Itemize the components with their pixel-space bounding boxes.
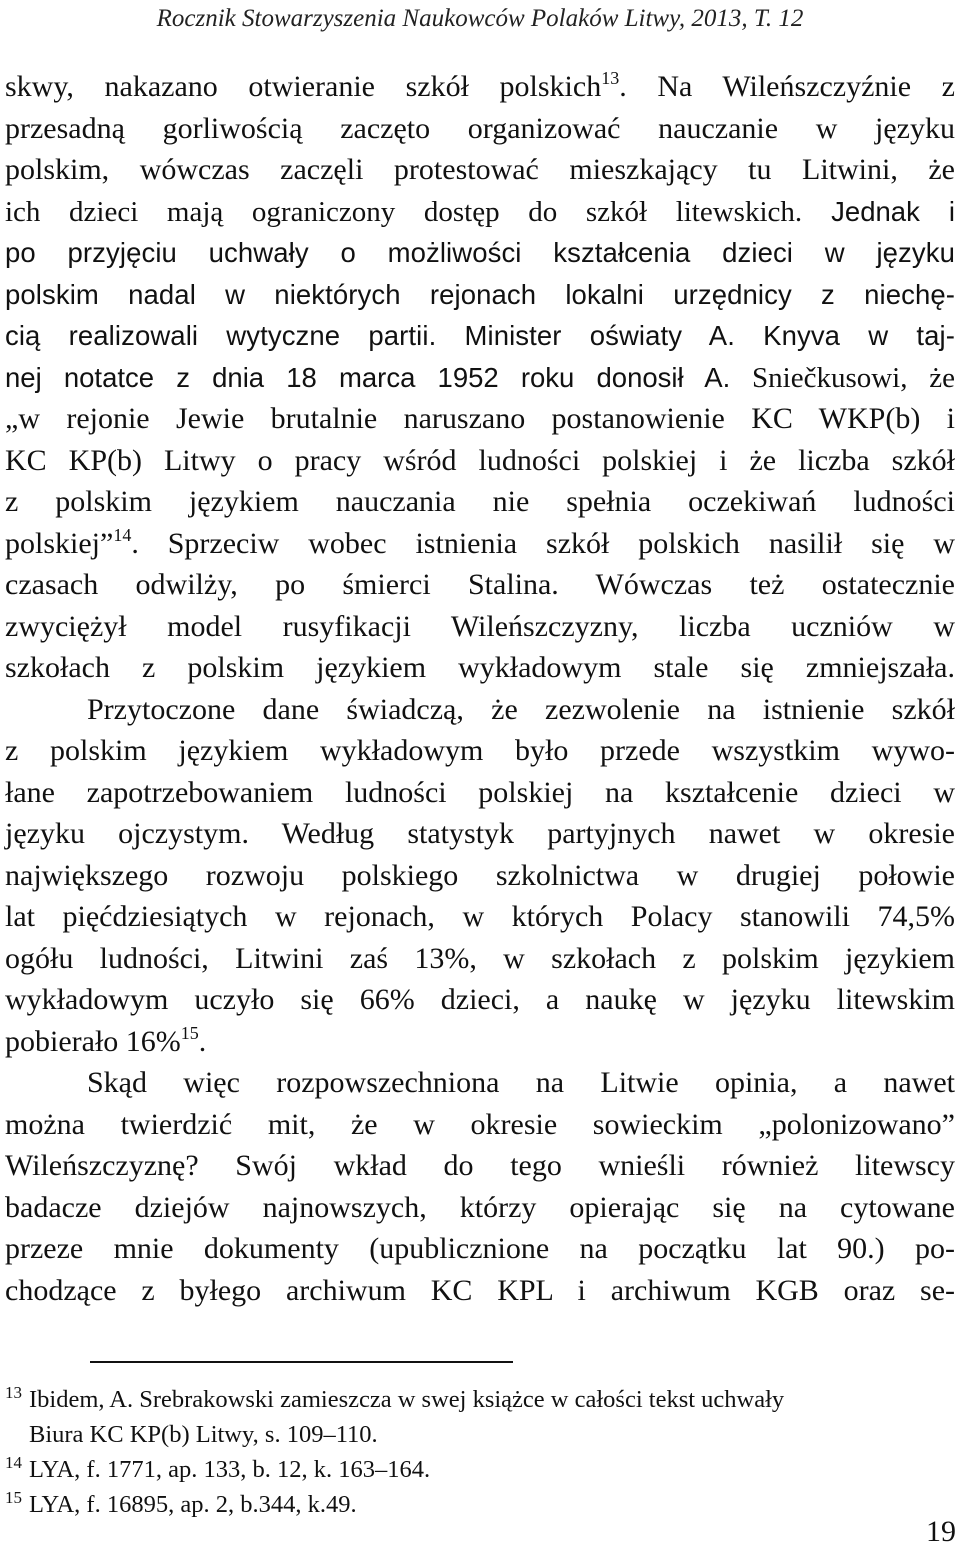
text-line: zwyciężył model rusyfikacji Wileńszczyzny, liczba uczniów w — [5, 609, 955, 643]
text-line: KC KP(b) Litwy o pracy wśród ludności polskiej i że liczba szkół — [5, 443, 955, 477]
footnote-ref-15[interactable]: 15 — [180, 1022, 199, 1043]
paragraph-start: Skąd więc rozpowszechniona na Litwie opinia, a nawet — [87, 1066, 955, 1099]
footnote-text: Ibidem, A. Srebrakowski zamieszcza w swej książce w całości tekst uchwały — [29, 1386, 785, 1413]
main-text — [5, 66, 955, 1311]
footnote-15: 15 LYA, f. 16895, ap. 2, b.344, k.49. — [5, 1488, 357, 1518]
text-span: pobierało 16% — [5, 1024, 181, 1058]
text-line: Wileńszczyznę? Swój wkład do tego wnieśli również litewscy — [5, 1149, 955, 1182]
text-line: „w rejonie Jewie brutalnie naruszano postanowienie KC WKP(b) i — [5, 402, 955, 435]
paragraph-start: Przytoczone dane świadczą, że zezwolenie na istnienie szkół — [87, 692, 955, 726]
text-span: nej notatce z dnia 18 marca 1952 roku donosił A. — [5, 361, 731, 393]
text-line: szkołach z polskim językiem wykładowym stale się zmniejszała. — [5, 651, 955, 684]
footnote-13-continuation: Biura KC KP(b) Litwy, s. 109–110. — [29, 1421, 378, 1448]
text-span: polskiej” — [5, 526, 114, 560]
text-line: po przyjęciu uchwały o możliwości kształcenia dzieci w języku — [5, 237, 955, 268]
text-span: Jednak i — [802, 195, 955, 227]
text-span: ich dzieci mają ograniczony dostęp do szkół litewskich. — [5, 195, 803, 228]
text-line — [5, 523, 955, 565]
text-line: przesadną gorliwością zaczęto organizować nauczanie w języku — [5, 111, 955, 145]
text-line: lat pięćdziesiątych w rejonach, w których Polacy stanowili 74,5% — [5, 900, 955, 933]
text-line: przeze mnie dokumenty (upublicznione na początku lat 90.) po- — [5, 1232, 955, 1265]
text-line: wykładowym uczyło się 66% dzieci, a naukę w języku litewskim — [5, 983, 955, 1016]
footnote-text: LYA, f. 16895, ap. 2, b.344, k.49. — [29, 1491, 357, 1518]
footnote-text: LYA, f. 1771, ap. 133, b. 12, k. 163–164. — [29, 1456, 431, 1483]
text-line — [5, 191, 955, 233]
page-number: 19 — [926, 1515, 956, 1548]
text-line: polskim nadal w niektórych rejonach lokalni urzędnicy z niechę- — [5, 278, 955, 310]
footnote-ref-14[interactable]: 14 — [113, 524, 132, 545]
footnote-separator — [90, 1361, 513, 1363]
text-span: skwy, nakazano otwieranie szkół polskich — [5, 70, 602, 103]
text-span: . Sprzeciw wobec istnienia szkół polskich nasilił się w — [131, 526, 955, 560]
footnote-14: 14 LYA, f. 1771, ap. 133, b. 12, k. 163–164. — [5, 1453, 431, 1483]
text-line: łane zapotrzebowaniem ludności polskiej na kształcenie dzieci w — [5, 775, 955, 809]
text-line: z polskim językiem wykładowym było przede wszystkim wywo- — [5, 734, 955, 767]
text-line — [5, 1021, 955, 1063]
text-span: . Na Wileńszczyźnie z — [619, 70, 955, 103]
footnote-13: 13 Ibidem, A. Srebrakowski zamieszcza w swej książce w całości tekst uchwały — [5, 1383, 785, 1413]
text-line: największego rozwoju polskiego szkolnictwa w drugiej połowie — [5, 858, 955, 892]
text-line: z polskim językiem nauczania nie spełnia oczekiwań ludności — [5, 485, 955, 518]
running-header: Rocznik Stowarzyszenia Naukowców Polaków Litwy, 2013, T. 12 — [156, 5, 804, 32]
footnote-ref-13[interactable]: 13 — [601, 68, 620, 88]
text-line: chodzące z byłego archiwum KC KPL i archiwum KGB oraz se- — [5, 1273, 955, 1307]
text-span: Sniečkusowi, że — [730, 361, 955, 394]
text-line: polskim, wówczas zaczęli protestować mieszkający tu Litwini, że — [5, 153, 955, 186]
text-span: . — [198, 1024, 207, 1058]
text-line: cią realizowali wytyczne partii. Minister oświaty A. Knyva w taj- — [5, 320, 955, 351]
text-line: można twierdzić mit, że w okresie sowieckim „polonizowano” — [5, 1107, 955, 1141]
text-line — [5, 66, 955, 108]
text-line: ogółu ludności, Litwini zaś 13%, w szkołach z polskim językiem — [5, 941, 955, 975]
text-line: czasach odwilży, po śmierci Stalina. Wówczas też ostatecznie — [5, 568, 955, 601]
text-line: języku ojczystym. Według statystyk partyjnych nawet w okresie — [5, 817, 955, 850]
text-line — [5, 357, 955, 399]
text-line: badacze dziejów najnowszych, którzy opierając się na cytowane — [5, 1190, 955, 1224]
footnotes — [5, 1382, 955, 1522]
